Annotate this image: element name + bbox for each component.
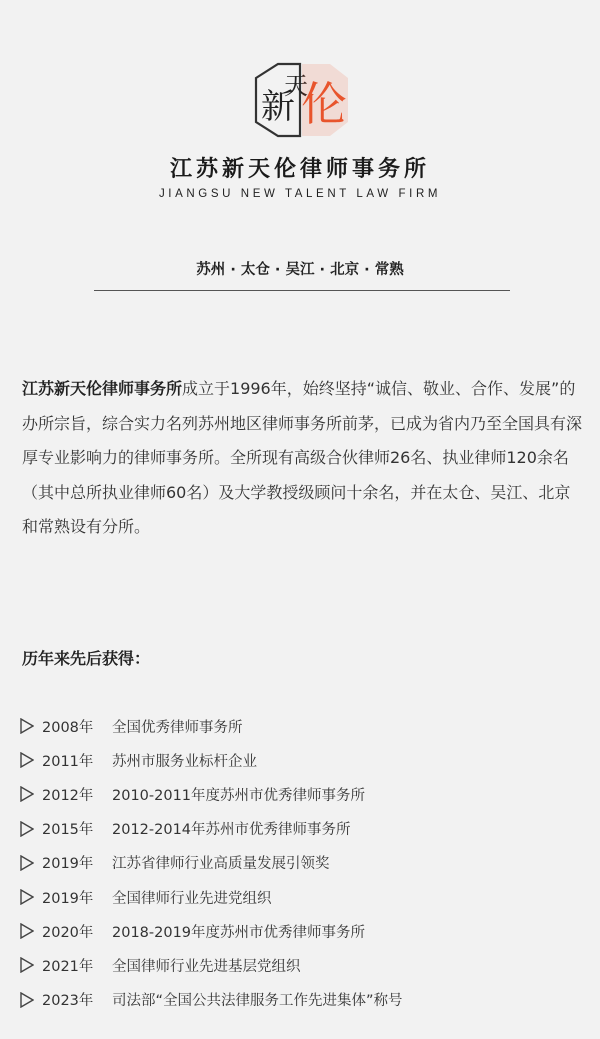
honor-text: 全国律师行业先进党组织 [112,890,272,907]
honor-item [20,914,590,948]
honor-year: 2019年 [42,856,94,873]
honor-text: 江苏省律师行业高质量发展引领奖 [112,856,330,873]
triangle-right-icon [20,718,42,734]
honor-year: 2020年 [42,924,94,941]
logo-char-xin: 新 [261,87,295,127]
logo-char-tian: 天 [284,72,308,100]
honor-year: 2019年 [42,890,94,907]
honor-text: 2012-2014年苏州市优秀律师事务所 [112,822,351,839]
firm-logo [248,60,354,140]
honor-item [20,846,590,880]
honor-text: 2010-2011年度苏州市优秀律师事务所 [112,787,366,804]
honor-text: 2018-2019年度苏州市优秀律师事务所 [112,924,366,941]
triangle-right-icon [20,889,42,905]
triangle-right-icon [20,923,42,939]
honor-text: 全国律师行业先进基层党组织 [112,958,301,975]
firm-name-english: JIANGSU NEW TALENT LAW FIRM [158,188,442,200]
honor-item [20,777,590,811]
honor-item [20,880,590,914]
triangle-right-icon [20,957,42,973]
triangle-right-icon [20,786,42,802]
honor-item [20,743,590,777]
honor-item [20,709,590,743]
triangle-right-icon [20,821,42,837]
honor-item [20,983,590,1017]
triangle-right-icon [20,752,42,768]
firm-name-title: 江苏新天伦律师事务所 [169,156,430,182]
honor-text: 全国优秀律师事务所 [112,719,243,736]
honor-year: 2023年 [42,993,94,1010]
honor-year: 2021年 [42,958,94,975]
honor-year: 2008年 [42,719,94,736]
honor-text: 司法部“全国公共法律服务工作先进集体”称号 [112,993,403,1010]
header-divider [94,290,510,291]
honor-year: 2012年 [42,787,94,804]
triangle-right-icon [20,992,42,1008]
intro-firm-name: 江苏新天伦律师事务所 [22,379,183,398]
honor-item [20,948,590,982]
honors-title: 历年来先后获得： [22,649,151,668]
office-locations: 苏州 · 太仓 · 吴江 · 北京 · 常熟 [196,262,404,278]
honor-item [20,812,590,846]
triangle-right-icon [20,855,42,871]
honor-year: 2015年 [42,822,94,839]
logo-char-lun: 伦 [301,77,347,131]
intro-paragraph [22,372,582,545]
honor-year: 2011年 [42,753,94,770]
honors-list [20,709,590,1017]
intro-text: 成立于1996年，始终坚持“诚信、敬业、合作、发展”的办所宗旨，综合实力名列苏州地区律师事务所前茅，已成为省内乃至全国具有深厚专业影响力的律师事务所。全所现有高级合伙律师26名、执业律师120余名（其中总所执业律师60名）及大学教授级顾问十余名，并在太仓、吴江、北京和常熟设有分所。 [22,379,583,536]
honor-text: 苏州市服务业标杆企业 [112,753,257,770]
